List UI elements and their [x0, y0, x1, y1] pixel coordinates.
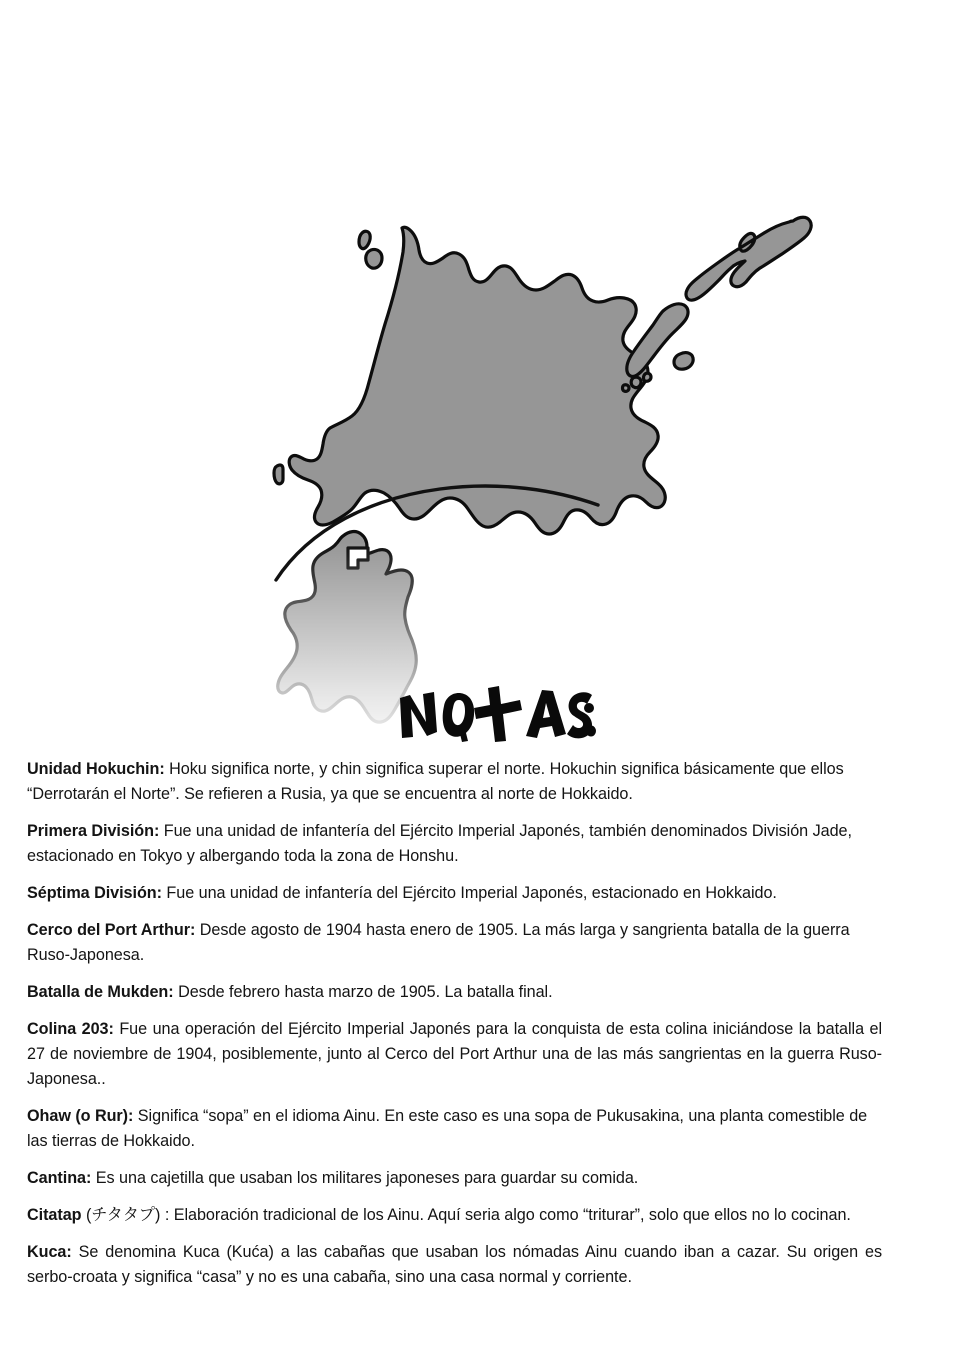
rishiri-island — [359, 231, 370, 248]
note-text: Desde agosto de 1904 hasta enero de 1905. La más larga y sangrienta batalla de la guerra Ruso-Japonesa. — [27, 921, 850, 964]
note-item — [27, 918, 882, 968]
note-text: Hoku significa norte, y chin significa superar el norte. Hokuchin significa básicamente que ellos “Derrotarán el Norte”. Se refieren a Rusia, ya que se encuentra al norte de Hokkaido. — [27, 760, 844, 803]
note-kana: (チタタプ) — [81, 1206, 161, 1224]
note-text: Fue una operación del Ejército Imperial Japonés para la conquista de esta colina iniciándose la batalla el 27 de noviembre de 1904, posiblemente, junto al Cerco del Port Arthur una de las más sangrientas en la guerra Ruso-Japonesa.. — [27, 1020, 883, 1088]
note-item — [27, 881, 882, 906]
note-text: Es una cajetilla que usaban los militares japoneses para guardar su comida. — [91, 1169, 639, 1187]
habomai-islet-2 — [644, 373, 652, 381]
note-term: Séptima División: — [27, 884, 162, 902]
shikotan-island — [674, 353, 693, 370]
etorofu-island — [686, 217, 811, 300]
note-item — [27, 819, 882, 869]
habomai-islet-3 — [623, 385, 630, 392]
note-text: Significa “sopa” en el idioma Ainu. En este caso es una sopa de Pukusakina, una planta comestible de las tierras de Hokkaido. — [27, 1107, 868, 1150]
note-term: Ohaw (o Rur): — [27, 1107, 134, 1125]
note-text: Desde febrero hasta marzo de 1905. La batalla final. — [173, 983, 553, 1001]
habomai-islet-1 — [631, 377, 641, 387]
note-term: Batalla de Mukden: — [27, 983, 174, 1001]
note-item — [27, 980, 882, 1005]
notes-list — [27, 757, 882, 1290]
note-item — [27, 1017, 882, 1092]
note-term: Unidad Hokuchin: — [27, 760, 165, 778]
note-term: Cerco del Port Arthur: — [27, 921, 196, 939]
rebun-island — [366, 249, 382, 268]
okushiri-island — [274, 465, 283, 484]
note-item — [27, 1104, 882, 1154]
note-text: : Elaboración tradicional de los Ainu. Aquí seria algo como “triturar”, solo que ellos no lo cocinan. — [160, 1206, 851, 1224]
note-term: Cantina: — [27, 1169, 92, 1187]
note-item — [27, 757, 882, 807]
note-text: Se denomina Kuca (Kuća) a las cabañas que usaban los nómadas Ainu cuando iban a cazar. Su origen es serbo-croata y significa “casa” y no es una cabaña, sino una casa normal y corriente. — [27, 1243, 882, 1286]
note-item — [27, 1166, 882, 1191]
note-term: Primera División: — [27, 822, 160, 840]
note-term: Citatap — [27, 1206, 82, 1224]
note-term: Kuca: — [27, 1243, 72, 1261]
note-item — [27, 1240, 882, 1290]
note-text: Fue una unidad de infantería del Ejército Imperial Japonés, estacionado en Hokkaido. — [161, 884, 777, 902]
notas-heading — [396, 686, 596, 742]
note-text: Fue una unidad de infantería del Ejército Imperial Japonés, también denominados División Jade, estacionado en Tokyo y albergando toda la zona de Honshu. — [27, 822, 852, 865]
notas-heading-glyphs — [396, 686, 596, 742]
note-term: Colina 203: — [27, 1020, 114, 1038]
note-item — [27, 1203, 882, 1228]
